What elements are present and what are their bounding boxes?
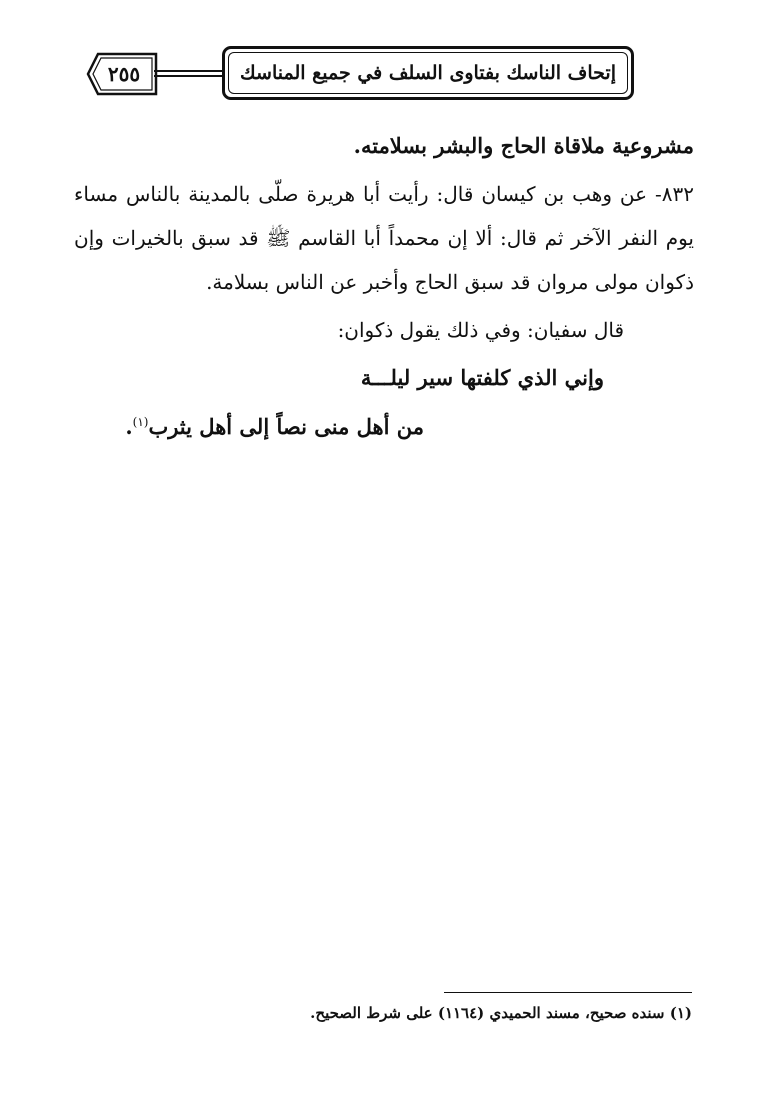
header-rule-bottom [154, 75, 224, 77]
verse-line-2 [74, 400, 424, 449]
footnote-separator [444, 992, 692, 993]
hadith-paragraph: ٨٣٢- عن وهب بن كيسان قال: رأيت أبا هريرة صلّى بالمدينة بالناس مساء يوم النفر الآخر ثم قال: ألا إن محمداً أبا القاسم ﷺ قد سبق بالخيرات وإن ذكوان مولى مروان قد سبق الحاج وأخبر عن الناس بسلامة. [74, 182, 694, 294]
footnote: (١) سنده صحيح، مسند الحميدي (١١٦٤) على شرط الصحيح. [310, 1004, 692, 1022]
page-body [74, 118, 694, 449]
page-number-badge [86, 52, 160, 96]
header-rule-top [154, 70, 224, 72]
running-title: إتحاف الناسك بفتاوى السلف في جميع المناسك [228, 52, 628, 94]
quote-intro: قال سفيان: وفي ذلك يقول ذكوان: [337, 318, 624, 342]
page-header [86, 46, 642, 104]
page-number: ٢٥٥ [107, 62, 141, 86]
footnote-reference: (١) [132, 415, 149, 429]
running-title-frame [222, 46, 634, 100]
section-heading: مشروعية ملاقاة الحاج والبشر بسلامته. [353, 133, 694, 158]
verse-line-1: وإني الذي كلفتها سير ليلـــة [360, 365, 604, 390]
verse-line-2-end: . [125, 414, 133, 439]
verse-line-2-text: من أهل منى نصاً إلى أهل يثرب [148, 414, 424, 439]
